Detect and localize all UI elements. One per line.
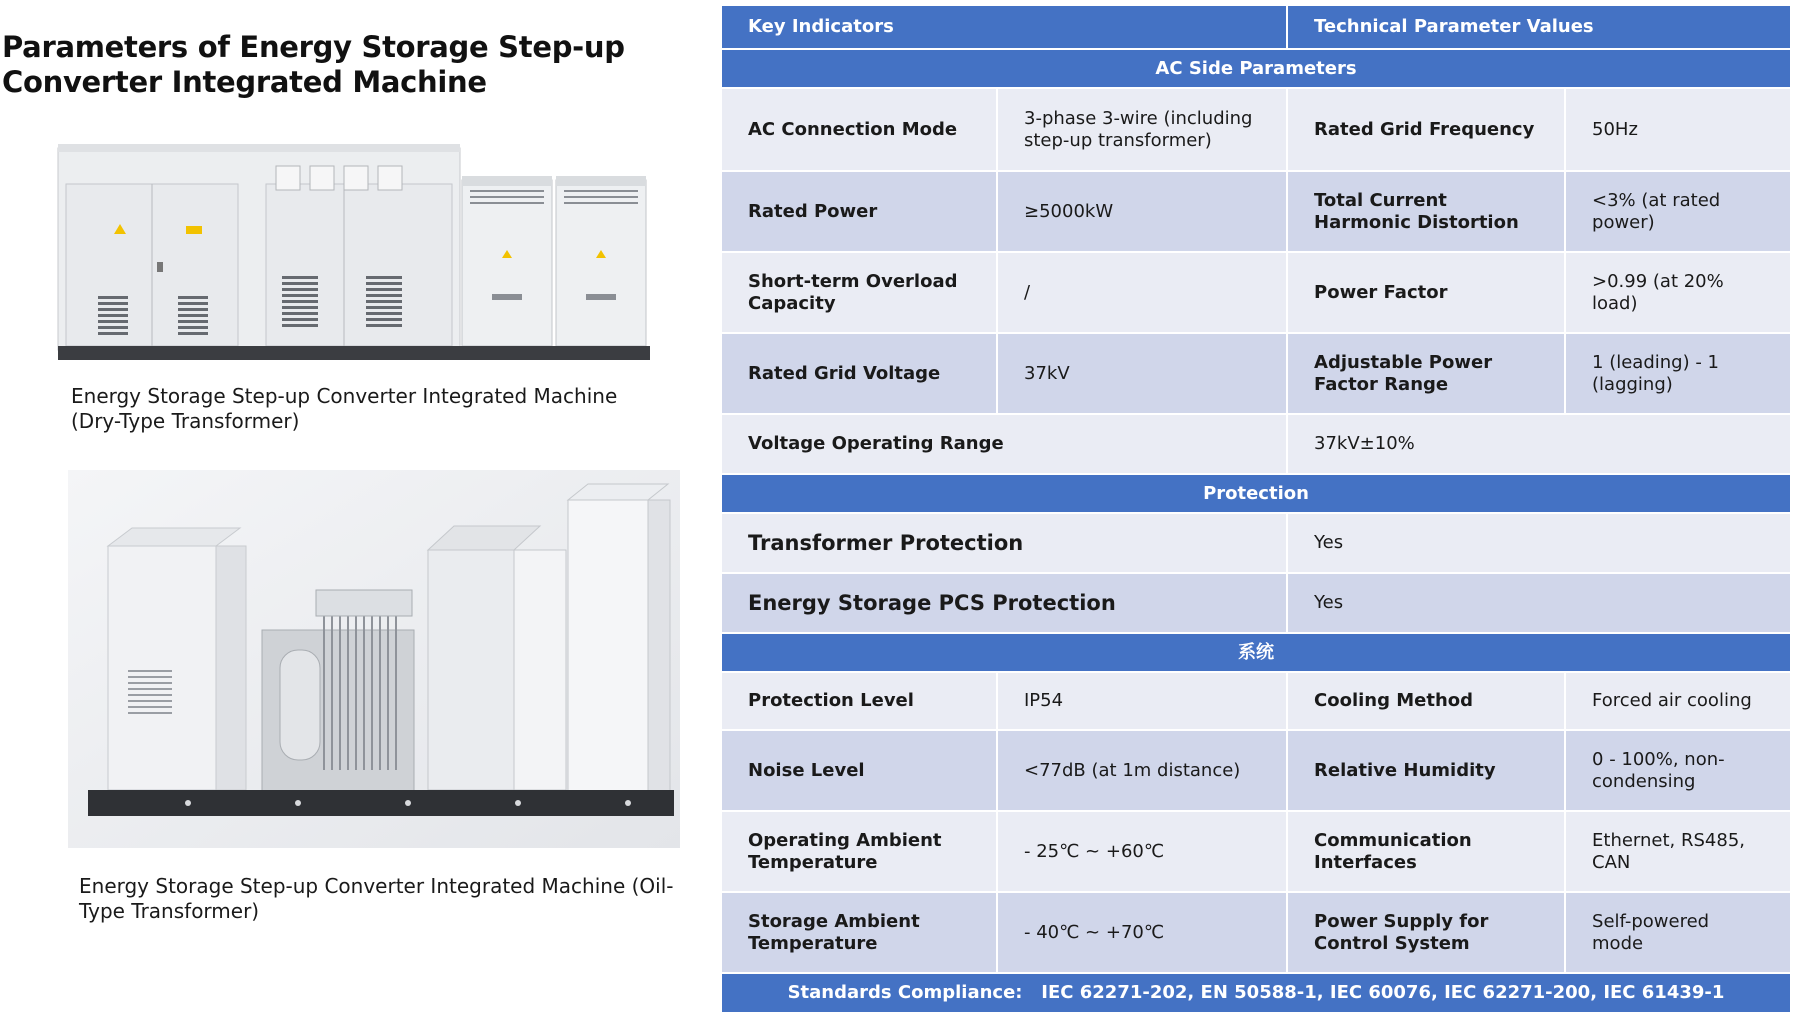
param-name: Noise Level <box>722 731 998 812</box>
param-value: / <box>998 253 1288 334</box>
table-row <box>722 253 1790 334</box>
param-name: Storage Ambient Temperature <box>722 893 998 974</box>
param-name: Energy Storage PCS Protection <box>722 574 1288 634</box>
table-header-row <box>722 6 1790 50</box>
param-name: Rated Grid Frequency <box>1288 89 1566 172</box>
param-name: Relative Humidity <box>1288 731 1566 812</box>
param-name: Short-term Overload Capacity <box>722 253 998 334</box>
table-row <box>722 415 1790 475</box>
param-name: Cooling Method <box>1288 673 1566 731</box>
param-name: Power Factor <box>1288 253 1566 334</box>
param-value: Forced air cooling <box>1566 673 1790 731</box>
table-row <box>722 731 1790 812</box>
param-value: 37kV±10% <box>1288 415 1790 475</box>
standards-row <box>722 974 1790 1014</box>
param-name: Protection Level <box>722 673 998 731</box>
table-row <box>722 673 1790 731</box>
table-row <box>722 893 1790 974</box>
param-value: 0 - 100%, non-condensing <box>1566 731 1790 812</box>
param-name: Operating Ambient Temperature <box>722 812 998 893</box>
param-name: Rated Power <box>722 172 998 253</box>
param-value: - 25℃ ~ +60℃ <box>998 812 1288 893</box>
table-row <box>722 812 1790 893</box>
param-value: <3% (at rated power) <box>1566 172 1790 253</box>
section-row <box>722 634 1790 673</box>
param-value: Ethernet, RS485, CAN <box>1566 812 1790 893</box>
param-name: Transformer Protection <box>722 514 1288 574</box>
param-name: Total Current Harmonic Distortion <box>1288 172 1566 253</box>
param-value: - 40℃ ~ +70℃ <box>998 893 1288 974</box>
table-row <box>722 172 1790 253</box>
dry-type-machine-image <box>52 140 682 370</box>
section-title-ac: AC Side Parameters <box>722 50 1790 89</box>
section-title-system: 系统 <box>722 634 1790 673</box>
param-value: Yes <box>1288 514 1790 574</box>
table-row <box>722 89 1790 172</box>
param-value: 3-phase 3-wire (including step-up transformer) <box>998 89 1288 172</box>
header-parameter-values: Technical Parameter Values <box>1288 6 1790 50</box>
table-row <box>722 574 1790 634</box>
parameter-table <box>722 6 1790 1014</box>
dry-type-caption: Energy Storage Step-up Converter Integrated Machine (Dry-Type Transformer) <box>71 384 618 433</box>
param-value: 37kV <box>998 334 1288 415</box>
param-value: 50Hz <box>1566 89 1790 172</box>
param-value: IP54 <box>998 673 1288 731</box>
page-title: Parameters of Energy Storage Step-up Converter Integrated Machine <box>2 30 625 99</box>
section-row <box>722 50 1790 89</box>
param-value: Yes <box>1288 574 1790 634</box>
param-value: ≥5000kW <box>998 172 1288 253</box>
oil-type-caption: Energy Storage Step-up Converter Integrated Machine (Oil-Type Transformer) <box>79 874 674 923</box>
table-row <box>722 514 1790 574</box>
header-key-indicators: Key Indicators <box>722 6 1288 50</box>
param-name: Communication Interfaces <box>1288 812 1566 893</box>
param-value: 1 (leading) - 1 (lagging) <box>1566 334 1790 415</box>
section-title-protection: Protection <box>722 475 1790 514</box>
param-value: Self-powered mode <box>1566 893 1790 974</box>
param-name: Power Supply for Control System <box>1288 893 1566 974</box>
standards-compliance: Standards Compliance: IEC 62271-202, EN 50588-1, IEC 60076, IEC 62271-200, IEC 61439-1 <box>722 974 1790 1014</box>
param-name: Adjustable Power Factor Range <box>1288 334 1566 415</box>
param-name: Voltage Operating Range <box>722 415 1288 475</box>
table-row <box>722 334 1790 415</box>
param-name: Rated Grid Voltage <box>722 334 998 415</box>
section-row <box>722 475 1790 514</box>
param-value: >0.99 (at 20% load) <box>1566 253 1790 334</box>
param-name: AC Connection Mode <box>722 89 998 172</box>
param-value: <77dB (at 1m distance) <box>998 731 1288 812</box>
oil-type-machine-image <box>68 470 680 848</box>
